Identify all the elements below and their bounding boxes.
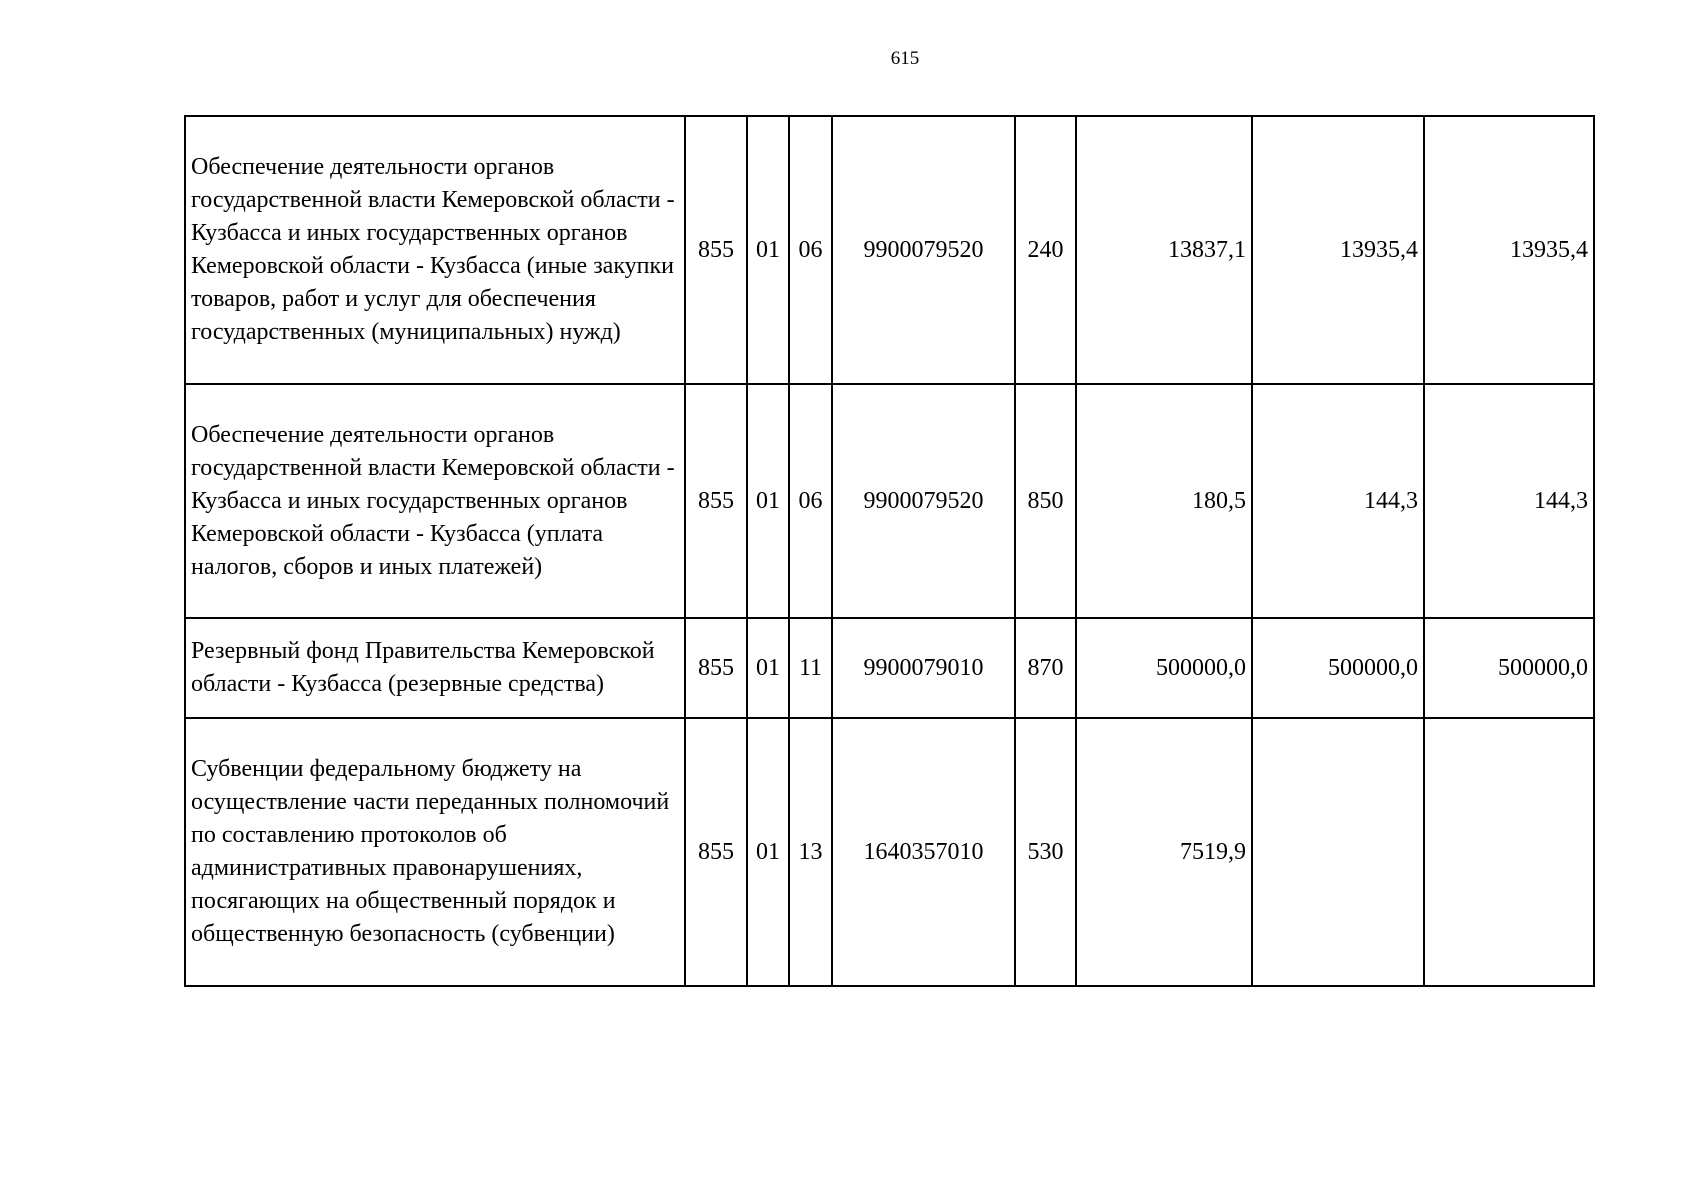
expense-type-code: 850 xyxy=(1015,384,1076,618)
section-code: 01 xyxy=(747,384,789,618)
row-description: Субвенции федеральному бюджету на осуществление части переданных полномочий по составлению протоколов об административных правонарушениях, посягающих на общественный порядок и общественную безопасность (субвенции) xyxy=(185,718,685,986)
amount-year-3: 500000,0 xyxy=(1424,618,1594,718)
table-row xyxy=(185,116,1594,384)
ministry-code: 855 xyxy=(685,384,747,618)
amount-year-2 xyxy=(1252,718,1424,986)
subsection-code: 06 xyxy=(789,116,832,384)
amount-year-3 xyxy=(1424,718,1594,986)
amount-year-1: 180,5 xyxy=(1076,384,1252,618)
amount-year-2: 13935,4 xyxy=(1252,116,1424,384)
budget-table xyxy=(184,115,1595,987)
target-article-code: 9900079520 xyxy=(832,384,1015,618)
amount-year-1: 7519,9 xyxy=(1076,718,1252,986)
subsection-code: 06 xyxy=(789,384,832,618)
target-article-code: 9900079010 xyxy=(832,618,1015,718)
target-article-code: 9900079520 xyxy=(832,116,1015,384)
expense-type-code: 870 xyxy=(1015,618,1076,718)
row-description: Обеспечение деятельности органов государственной власти Кемеровской области - Кузбасса и иных государственных органов Кемеровской области - Кузбасса (иные закупки товаров, работ и услуг для обеспечения государственных (муниципальных) нужд) xyxy=(185,116,685,384)
amount-year-1: 13837,1 xyxy=(1076,116,1252,384)
ministry-code: 855 xyxy=(685,618,747,718)
amount-year-1: 500000,0 xyxy=(1076,618,1252,718)
table-row xyxy=(185,618,1594,718)
subsection-code: 13 xyxy=(789,718,832,986)
table-row xyxy=(185,718,1594,986)
subsection-code: 11 xyxy=(789,618,832,718)
row-description: Обеспечение деятельности органов государственной власти Кемеровской области - Кузбасса и иных государственных органов Кемеровской области - Кузбасса (уплата налогов, сборов и иных платежей) xyxy=(185,384,685,618)
section-code: 01 xyxy=(747,718,789,986)
expense-type-code: 240 xyxy=(1015,116,1076,384)
expense-type-code: 530 xyxy=(1015,718,1076,986)
ministry-code: 855 xyxy=(685,718,747,986)
page-number: 615 xyxy=(890,48,920,69)
amount-year-2: 500000,0 xyxy=(1252,618,1424,718)
amount-year-2: 144,3 xyxy=(1252,384,1424,618)
amount-year-3: 144,3 xyxy=(1424,384,1594,618)
target-article-code: 1640357010 xyxy=(832,718,1015,986)
section-code: 01 xyxy=(747,116,789,384)
row-description: Резервный фонд Правительства Кемеровской области - Кузбасса (резервные средства) xyxy=(185,618,685,718)
section-code: 01 xyxy=(747,618,789,718)
amount-year-3: 13935,4 xyxy=(1424,116,1594,384)
ministry-code: 855 xyxy=(685,116,747,384)
table-row xyxy=(185,384,1594,618)
